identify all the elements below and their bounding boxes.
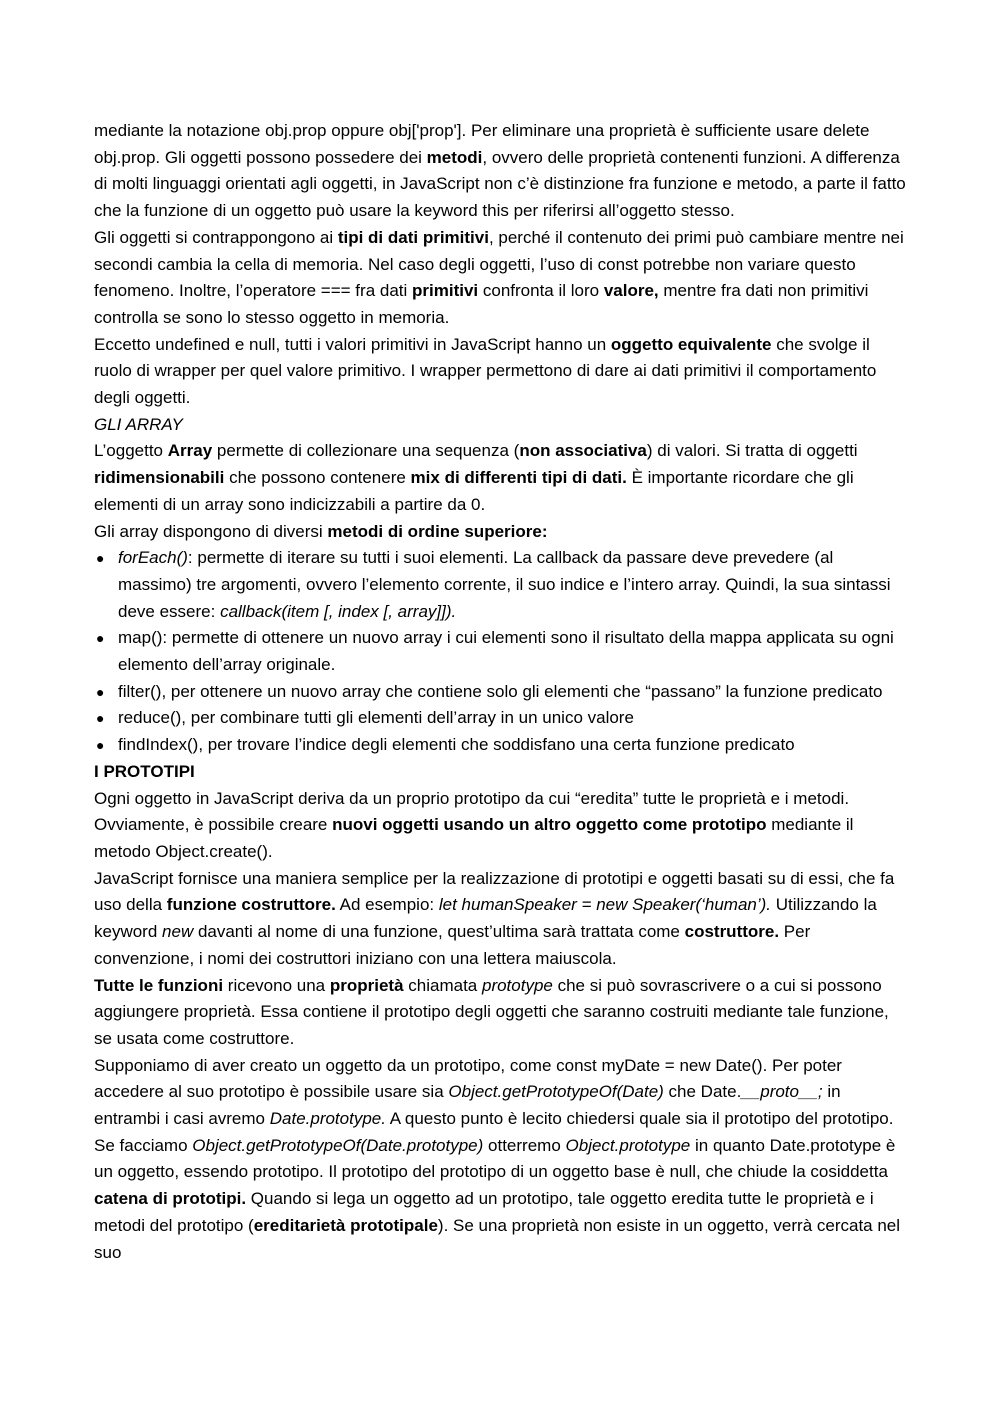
italic-text: callback(item [, index [, array]]). <box>220 601 457 621</box>
bold-text: mix di differenti tipi di dati. <box>410 468 627 488</box>
methods-bullet-list <box>94 545 906 759</box>
paragraph-primitive-types <box>94 225 906 332</box>
italic-text: Object.getPrototypeOf(Date.prototype) <box>192 1135 484 1155</box>
text-run: , ovvero delle proprietà contenenti funzioni. A differenza di molti linguaggi orientati agli oggetti, in JavaScript non c’è distinzione fra funzione e metodo, a parte il fatto che la funzione di un oggetto può usare la keyword this per riferirsi all’oggetto stesso. <box>94 147 906 221</box>
bullet-icon: ● <box>96 630 105 647</box>
italic-text: Date.prototype. <box>269 1109 386 1129</box>
bold-text: nuovi oggetti usando un altro oggetto come prototipo <box>332 815 767 835</box>
text-run: confronta il loro <box>478 281 604 301</box>
italic-text: new <box>162 922 194 942</box>
text-run: in entrambi i casi avremo <box>94 1082 841 1129</box>
paragraph-constructor-function <box>94 866 906 973</box>
paragraph-prototype-chain <box>94 1053 906 1267</box>
list-item-text <box>118 548 891 620</box>
text-run: filter(), per ottenere un nuovo array che contiene solo gli elementi che “passano” la funzione predicato <box>118 681 883 701</box>
text-run: Eccetto undefined e null, tutti i valori primitivi in JavaScript hanno un <box>94 334 611 354</box>
bold-text: Tutte le funzioni <box>94 975 224 995</box>
text-run: ) di valori. Si tratta di oggetti <box>646 441 858 461</box>
text-run: Per convenzione, i nomi dei costruttori iniziano con una lettera maiuscola. <box>94 922 811 968</box>
text-run: Ad esempio: <box>335 895 439 915</box>
bullet-icon: ● <box>96 683 105 700</box>
text-run: che possono contenere <box>224 468 411 488</box>
list-item <box>94 545 906 625</box>
italic-text: forEach() <box>118 548 188 568</box>
bold-text: oggetto equivalente <box>610 334 772 354</box>
text-run: otterremo <box>483 1135 566 1155</box>
list-item <box>94 625 906 678</box>
bold-text: funzione costruttore. <box>166 895 336 915</box>
list-item-text <box>118 682 883 701</box>
bold-text: ridimensionabili <box>94 468 225 488</box>
text-run: Utilizzando la keyword <box>94 895 877 942</box>
bold-text: catena di prototipi. <box>94 1189 247 1209</box>
text-run: JavaScript fornisce una maniera semplice per la realizzazione di prototipi e oggetti basati su di essi, che fa uso della <box>94 868 895 915</box>
text-run: mediante la notazione obj.prop oppure obj['prop']. Per eliminare una proprietà è sufficiente usare delete obj.prop. Gli oggetti possono possedere dei <box>94 121 870 167</box>
bold-text: ereditarietà prototipale <box>253 1215 438 1235</box>
bold-text: I PROTOTIPI <box>94 761 195 781</box>
bullet-icon: ● <box>96 710 105 727</box>
bold-text: proprietà <box>329 975 404 995</box>
bullet-icon: ● <box>96 737 105 754</box>
bold-text: non associativa <box>519 441 647 461</box>
text-run: findIndex(), per trovare l’indice degli elementi che soddisfano una certa funzione predicato <box>118 735 795 755</box>
text-run: Quando si lega un oggetto ad un prototipo, tale oggetto eredita tutte le proprietà e i metodi del prototipo ( <box>94 1189 874 1235</box>
italic-text: prototype <box>481 975 553 995</box>
text-run: L’oggetto <box>94 441 168 461</box>
text-run: ). Se una proprietà non esiste in un oggetto, verrà cercata nel suo <box>94 1215 901 1262</box>
paragraph-prototype-intro <box>94 786 906 866</box>
paragraph-higher-order-methods <box>94 519 906 546</box>
text-run: reduce(), per combinare tutti gli elementi dell’array in un unico valore <box>118 708 634 728</box>
text-run: Ogni oggetto in JavaScript deriva da un proprio prototipo da cui “eredita” tutte le proprietà e i metodi. Ovviamente, è possibile creare <box>94 788 850 835</box>
italic-text: __proto__; <box>741 1082 823 1102</box>
text-run: chiamata <box>403 975 482 995</box>
text-run: È importante ricordare che gli elementi di un array sono indicizzabili a partire da 0. <box>94 468 854 514</box>
italic-text: Object.getPrototypeOf(Date) <box>448 1082 664 1102</box>
bold-text: costruttore. <box>684 922 780 942</box>
section-heading-array <box>94 412 906 439</box>
text-run: mediante il metodo Object.create(). <box>94 815 854 861</box>
text-run: ricevono una <box>223 975 330 995</box>
text-run: davanti al nome di una funzione, quest’ultima sarà trattata come <box>193 922 685 942</box>
bullet-icon: ● <box>96 550 105 567</box>
text-run: in quanto Date.prototype è un oggetto, essendo prototipo. Il prototipo del prototipo di un oggetto base è null, che chiude la cosiddetta <box>94 1135 896 1182</box>
list-item <box>94 679 906 706</box>
text-run: che si può sovrascrivere o a cui si possono aggiungere proprietà. Essa contiene il prototipo degli oggetti che saranno costruiti mediante tale funzione, se usata come costruttore. <box>94 975 889 1048</box>
text-run: , perché il contenuto dei primi può cambiare mentre nei secondi cambia la cella di memoria. Nel caso degli oggetti, l’uso di const potrebbe non variare questo fenomeno. Inoltre, l’operatore === fra dati <box>94 227 904 301</box>
bold-text: metodi di ordine superiore: <box>327 521 548 541</box>
italic-text: GLI ARRAY <box>94 414 183 434</box>
paragraph-wrappers <box>94 332 906 412</box>
bold-text: metodi <box>426 147 483 167</box>
text-run: : permette di iterare su tutti i suoi elementi. La callback da passare deve prevedere (al massimo) tre argomenti, ovvero l’elemento corrente, il suo indice e l’intero array. Quindi, la sua sintassi deve essere: <box>118 548 891 621</box>
list-item <box>94 705 906 732</box>
paragraph-prototype-property <box>94 973 906 1053</box>
bold-text: valore, <box>603 281 659 301</box>
list-item-text <box>118 628 894 674</box>
text-run: che svolge il ruolo di wrapper per quel valore primitivo. I wrapper permettono di dare ai dati primitivi il comportamento degli oggetti. <box>94 334 877 408</box>
paragraph-array-object <box>94 438 906 518</box>
bold-text: Array <box>167 441 213 461</box>
list-item-text <box>118 708 634 727</box>
text-run: A questo punto è lecito chiedersi quale sia il prototipo del prototipo. Se facciamo <box>94 1109 894 1155</box>
paragraph-object-properties <box>94 118 906 225</box>
text-run: che Date. <box>663 1082 742 1102</box>
text-run: mentre fra dati non primitivi controlla se sono lo stesso oggetto in memoria. <box>94 281 869 327</box>
text-run: Gli oggetti si contrappongono ai <box>94 227 338 247</box>
italic-text: Object.prototype <box>565 1135 691 1155</box>
text-run: Supponiamo di aver creato un oggetto da un prototipo, come const myDate = new Date(). Per poter accedere al suo prototipo è possibile usare sia <box>94 1055 842 1102</box>
text-run: Gli array dispongono di diversi <box>94 521 328 541</box>
section-heading-prototypes <box>94 759 906 786</box>
text-run: permette di collezionare una sequenza ( <box>212 441 520 461</box>
list-item-text <box>118 735 795 754</box>
italic-text: let humanSpeaker = new Speaker(‘human’). <box>438 895 772 915</box>
bold-text: tipi di dati primitivi <box>337 227 489 247</box>
list-item <box>94 732 906 759</box>
text-run: map(): permette di ottenere un nuovo array i cui elementi sono il risultato della mappa applicata su ogni elemento dell’array originale. <box>118 628 894 675</box>
bold-text: primitivi <box>412 281 479 301</box>
